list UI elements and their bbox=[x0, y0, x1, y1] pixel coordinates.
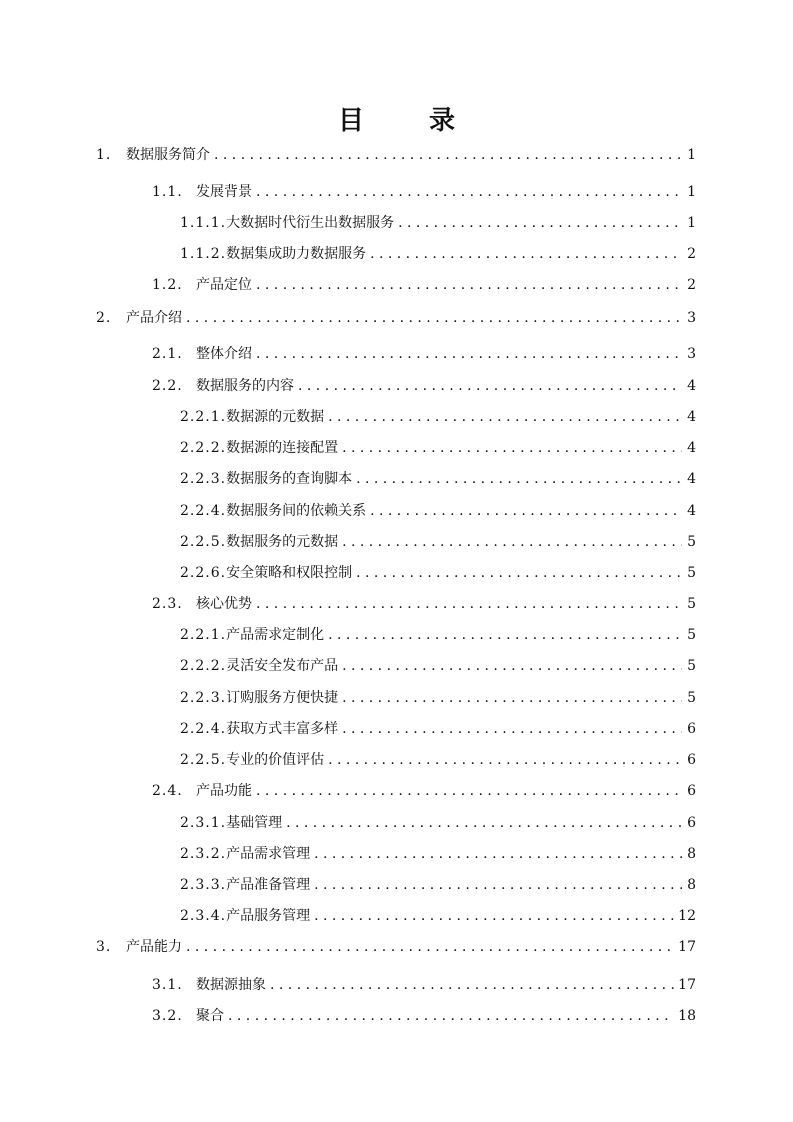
toc-entry-page: 2 bbox=[687, 246, 696, 262]
toc-entry-title: 产品定位 bbox=[196, 277, 252, 293]
toc-entry-number: 3. bbox=[96, 939, 112, 955]
toc-entry-number: 2.2.2. bbox=[180, 440, 227, 456]
toc-entry-number: 2.2.2. bbox=[180, 658, 227, 674]
dot-leader bbox=[328, 751, 682, 769]
toc-entry-title: 获取方式丰富多样 bbox=[226, 721, 339, 737]
toc-entry-number: 2.3.4. bbox=[180, 908, 227, 924]
toc-entry-title: 灵活安全发布产品 bbox=[226, 658, 339, 674]
toc-entry-title: 核心优势 bbox=[196, 596, 252, 612]
toc-entry[interactable] bbox=[180, 408, 696, 426]
toc-entry[interactable] bbox=[152, 276, 696, 294]
dot-leader bbox=[314, 845, 682, 863]
toc-entry-number: 2.2.5. bbox=[180, 752, 227, 768]
dot-leader bbox=[286, 814, 682, 832]
toc-entry-page: 1 bbox=[687, 184, 696, 200]
toc-entry-page: 4 bbox=[687, 503, 696, 519]
toc-entry-page: 6 bbox=[687, 721, 696, 737]
toc-entry[interactable] bbox=[180, 845, 696, 863]
toc-entry-title: 数据服务的内容 bbox=[196, 378, 294, 394]
toc-entry[interactable] bbox=[152, 976, 696, 994]
toc-entry-page: 5 bbox=[687, 534, 696, 550]
toc-entry[interactable] bbox=[180, 751, 696, 769]
toc-entry[interactable] bbox=[180, 533, 696, 551]
toc-entry[interactable] bbox=[180, 245, 696, 263]
toc-entry-page: 6 bbox=[687, 783, 696, 799]
toc-entry[interactable] bbox=[96, 146, 696, 164]
toc-entry-title: 数据服务的元数据 bbox=[226, 534, 339, 550]
toc-entry[interactable] bbox=[152, 1007, 696, 1025]
toc-entry[interactable] bbox=[152, 377, 696, 395]
toc-entry-page: 4 bbox=[687, 409, 696, 425]
toc-entry-title: 产品能力 bbox=[126, 939, 182, 955]
toc-entry-page: 3 bbox=[687, 310, 696, 326]
toc-entry-number: 2.2.1. bbox=[180, 409, 227, 425]
dot-leader bbox=[342, 657, 682, 675]
toc-entry-page: 17 bbox=[678, 939, 696, 955]
toc-entry-page: 4 bbox=[687, 378, 696, 394]
toc-entry-number: 2.3. bbox=[152, 596, 183, 612]
toc-entry-title: 数据服务简介 bbox=[126, 147, 210, 163]
dot-leader bbox=[342, 689, 682, 707]
toc-entry-number: 1.1.1. bbox=[180, 215, 227, 231]
toc-entry[interactable] bbox=[96, 309, 696, 327]
toc-entry[interactable] bbox=[96, 938, 696, 956]
toc-title: 目 录 bbox=[337, 106, 484, 136]
toc-entry-number: 1. bbox=[96, 147, 112, 163]
toc-entry-title: 产品介绍 bbox=[126, 310, 182, 326]
toc-entry[interactable] bbox=[180, 470, 696, 488]
toc-entry-title: 产品准备管理 bbox=[226, 877, 311, 893]
toc-entry-number: 1.1. bbox=[152, 184, 183, 200]
toc-entry-page: 5 bbox=[687, 627, 696, 643]
dot-leader bbox=[314, 907, 674, 925]
dot-leader bbox=[328, 626, 682, 644]
toc-entry-page: 1 bbox=[687, 147, 696, 163]
toc-entry-page: 6 bbox=[687, 815, 696, 831]
toc-entry[interactable] bbox=[180, 214, 696, 232]
toc-entry-page: 5 bbox=[687, 565, 696, 581]
dot-leader bbox=[186, 938, 674, 956]
toc-entry-title: 产品功能 bbox=[196, 783, 252, 799]
toc-entry-title: 数据集成助力数据服务 bbox=[226, 246, 367, 262]
toc-entry-title: 整体介绍 bbox=[196, 346, 252, 362]
toc-entry-number: 2.2.6. bbox=[180, 565, 227, 581]
toc-entry-title: 数据服务间的依赖关系 bbox=[226, 503, 367, 519]
toc-entry[interactable] bbox=[180, 907, 696, 925]
toc-entry-title: 聚合 bbox=[196, 1008, 224, 1024]
dot-leader bbox=[298, 377, 682, 395]
toc-entry-number: 2.2.3. bbox=[180, 471, 227, 487]
toc-entry-title: 产品需求管理 bbox=[226, 846, 311, 862]
toc-entry-title: 产品需求定制化 bbox=[226, 627, 325, 643]
toc-entry-number: 2.3.2. bbox=[180, 846, 227, 862]
toc-entry-number: 1.2. bbox=[152, 277, 183, 293]
toc-entry-page: 5 bbox=[687, 596, 696, 612]
toc-entry[interactable] bbox=[152, 345, 696, 363]
toc-entry-title: 专业的价值评估 bbox=[226, 752, 325, 768]
dot-leader bbox=[186, 309, 682, 327]
toc-entry-number: 2.2.4. bbox=[180, 721, 227, 737]
toc-entry-title: 基础管理 bbox=[226, 815, 283, 831]
toc-entry-page: 3 bbox=[687, 346, 696, 362]
toc-entry-page: 18 bbox=[678, 1008, 696, 1024]
toc-entry-title: 数据服务的查询脚本 bbox=[226, 471, 353, 487]
dot-leader bbox=[398, 214, 682, 232]
toc-entry-title: 产品服务管理 bbox=[226, 908, 311, 924]
toc-entry[interactable] bbox=[152, 183, 696, 201]
toc-entry-number: 3.2. bbox=[152, 1008, 183, 1024]
toc-entry-page: 8 bbox=[687, 846, 696, 862]
toc-entry-number: 2.2.1. bbox=[180, 627, 227, 643]
dot-leader bbox=[356, 564, 682, 582]
dot-leader bbox=[342, 439, 682, 457]
toc-entry-number: 2.3.3. bbox=[180, 877, 227, 893]
toc-entry-number: 2.2.3. bbox=[180, 690, 227, 706]
dot-leader bbox=[256, 183, 682, 201]
toc-entry-title: 数据源的元数据 bbox=[226, 409, 325, 425]
dot-leader bbox=[256, 276, 682, 294]
toc-entry-number: 2.3.1. bbox=[180, 815, 227, 831]
toc-entry-page: 17 bbox=[678, 977, 696, 993]
toc-entry-page: 5 bbox=[687, 658, 696, 674]
toc-entry-title: 安全策略和权限控制 bbox=[226, 565, 353, 581]
toc-entry[interactable] bbox=[180, 876, 696, 894]
toc-entry-page: 1 bbox=[687, 215, 696, 231]
dot-leader bbox=[342, 720, 682, 738]
toc-entry[interactable] bbox=[180, 689, 696, 707]
toc-entry-title: 发展背景 bbox=[196, 184, 252, 200]
dot-leader bbox=[228, 1007, 674, 1025]
dot-leader bbox=[370, 502, 682, 520]
dot-leader bbox=[356, 470, 682, 488]
toc-entry[interactable] bbox=[180, 626, 696, 644]
toc-entry-number: 2.2.4. bbox=[180, 503, 227, 519]
toc-entry[interactable] bbox=[180, 657, 696, 675]
dot-leader bbox=[256, 595, 682, 613]
toc-entry-title: 订购服务方便快捷 bbox=[226, 690, 339, 706]
toc-entry-page: 4 bbox=[687, 440, 696, 456]
toc-entry[interactable] bbox=[180, 814, 696, 832]
toc-entry-page: 2 bbox=[687, 277, 696, 293]
toc-entry-number: 2.1. bbox=[152, 346, 183, 362]
toc-entry-number: 2. bbox=[96, 310, 112, 326]
toc-entry[interactable] bbox=[180, 439, 696, 457]
dot-leader bbox=[314, 876, 682, 894]
dot-leader bbox=[370, 245, 682, 263]
toc-entry[interactable] bbox=[152, 782, 696, 800]
toc-entry-page: 4 bbox=[687, 471, 696, 487]
toc-entry-page: 12 bbox=[678, 908, 696, 924]
toc-entry-title: 大数据时代衍生出数据服务 bbox=[226, 215, 395, 231]
dot-leader bbox=[256, 782, 682, 800]
toc-entry-number: 2.2.5. bbox=[180, 534, 227, 550]
toc-entry-number: 3.1. bbox=[152, 977, 183, 993]
toc-entry-number: 2.4. bbox=[152, 783, 183, 799]
dot-leader bbox=[256, 345, 682, 363]
toc-entry-number: 2.2. bbox=[152, 378, 183, 394]
toc-entry[interactable] bbox=[152, 595, 696, 613]
toc-entry-page: 8 bbox=[687, 877, 696, 893]
toc-entry[interactable] bbox=[180, 564, 696, 582]
dot-leader bbox=[214, 146, 682, 164]
toc-entry-title: 数据源抽象 bbox=[196, 977, 266, 993]
toc-entry[interactable] bbox=[180, 720, 696, 738]
toc-entry-page: 5 bbox=[687, 690, 696, 706]
toc-entry-page: 6 bbox=[687, 752, 696, 768]
dot-leader bbox=[342, 533, 682, 551]
toc-entry-number: 1.1.2. bbox=[180, 246, 227, 262]
dot-leader bbox=[328, 408, 682, 426]
toc-entry-title: 数据源的连接配置 bbox=[226, 440, 339, 456]
toc-entry[interactable] bbox=[180, 502, 696, 520]
dot-leader bbox=[270, 976, 674, 994]
